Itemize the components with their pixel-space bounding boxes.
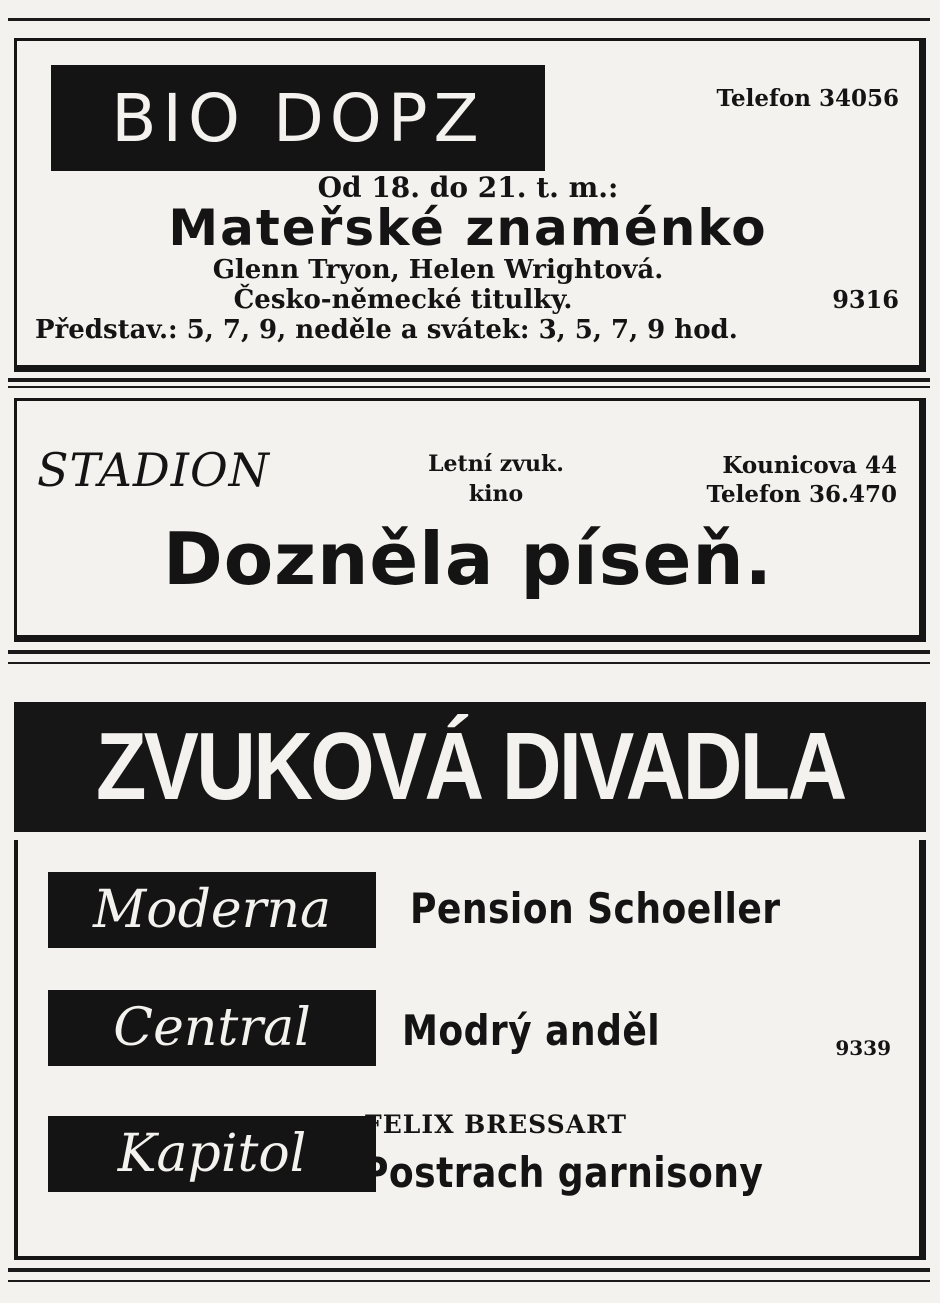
zvukova-divadla-banner [14, 702, 926, 832]
cinema-badge-kapitol [48, 1116, 376, 1192]
stadion-ad [14, 398, 926, 642]
zvukova-divadla-heading: ZVUKOVÁ DIVADLA [95, 713, 845, 820]
rule-3a [8, 1268, 930, 1272]
cinema-name: Central [113, 998, 311, 1058]
bio-dopz-name: BIO DOPZ [111, 79, 485, 157]
bio-dopz-reference-number: 9316 [832, 285, 899, 314]
stadion-film-title: Dozněla píseň. [162, 517, 774, 601]
cinema-name: Moderna [93, 880, 331, 940]
film-title-moderna: Pension Schoeller [410, 884, 781, 933]
stadion-address: Kounicova 44 [722, 452, 897, 479]
film-actor-kapitol: FELIX BRESSART [364, 1110, 628, 1139]
stadion-cinema-type-line-2: kino [468, 481, 524, 507]
rule-1b [8, 386, 930, 388]
rule-3b [8, 1280, 930, 1282]
stadion-cinema-type-line-1: Letní zvuk. [428, 451, 564, 477]
bio-dopz-ad [14, 38, 926, 372]
bio-dopz-cast: Glenn Tryon, Helen Wrightová. [212, 255, 664, 285]
bio-dopz-showtimes: Představ.: 5, 7, 9, neděle a svátek: 3, 5, 7, 9 hod. [35, 315, 738, 345]
bio-dopz-logo [51, 65, 545, 171]
bio-dopz-subtitles: Česko-německé titulky. [233, 285, 573, 315]
stadion-name: STADION [37, 443, 270, 497]
film-title-kapitol: Postrach garnisony [362, 1148, 764, 1197]
rule-2b [8, 662, 930, 664]
bio-dopz-dates: Od 18. do 21. t. m.: [317, 171, 619, 204]
zvukova-divadla-reference-number: 9339 [835, 1036, 891, 1060]
top-rule [8, 18, 930, 21]
rule-1a [8, 378, 930, 382]
stadion-contact [707, 451, 897, 509]
stadion-telephone: Telefon 36.470 [706, 481, 897, 508]
stadion-cinema-type [403, 449, 589, 509]
bio-dopz-film-title: Mateřské znaménko [168, 199, 768, 257]
cinema-badge-central [48, 990, 376, 1066]
cinema-name: Kapitol [117, 1124, 307, 1184]
rule-2a [8, 650, 930, 654]
film-title-central: Modrý anděl [402, 1006, 661, 1055]
bio-dopz-telephone: Telefon 34056 [716, 85, 899, 112]
cinema-badge-moderna [48, 872, 376, 948]
zvukova-divadla-listings [14, 840, 926, 1260]
